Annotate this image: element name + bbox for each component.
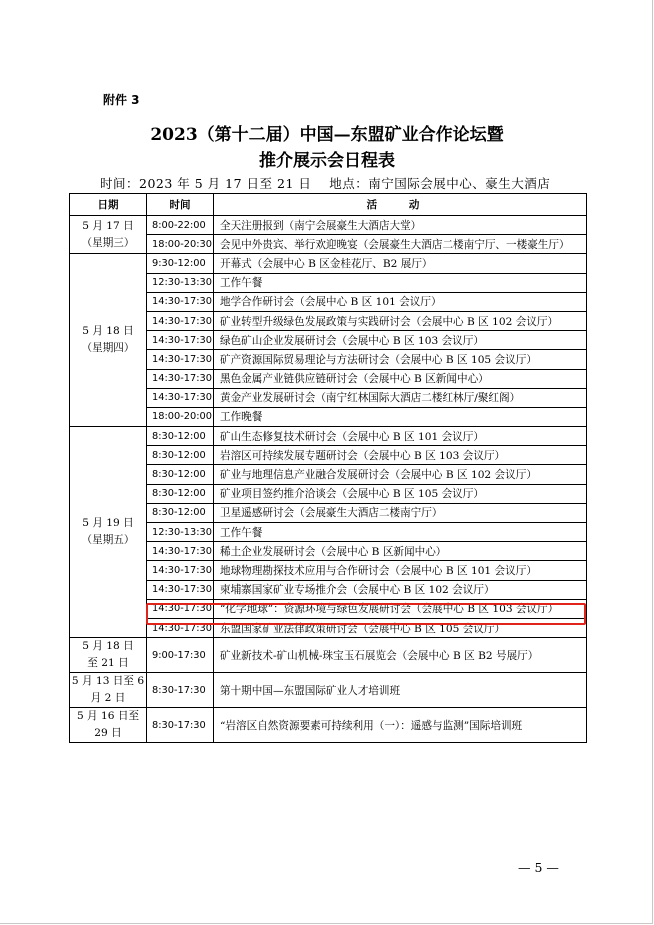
table-row (70, 465, 587, 484)
table-row (70, 273, 587, 292)
time-cell: 8:30-17:30 (147, 673, 214, 708)
table-header-row (70, 194, 587, 216)
table-row (70, 427, 587, 446)
table-row (70, 673, 587, 708)
table-row (70, 708, 587, 743)
time-cell: 14:30-17:30 (147, 599, 214, 618)
activity-cell: 会见中外贵宾、举行欢迎晚宴（会展豪生大酒店二楼南宁厅、一楼豪生厅） (214, 235, 587, 254)
activity-cell: 绿色矿山企业发展研讨会（会展中心 B 区 103 会议厅） (214, 331, 587, 350)
table-row (70, 523, 587, 542)
time-cell: 9:30-12:00 (147, 254, 214, 273)
attachment-label: 附件 3 (103, 93, 140, 107)
time-cell: 14:30-17:30 (147, 542, 214, 561)
schedule-table (69, 193, 587, 743)
activity-cell: 矿业转型升级绿色发展政策与实践研讨会（会展中心 B 区 102 会议厅） (214, 311, 587, 330)
table-row (70, 369, 587, 388)
time-cell: 14:30-17:30 (147, 369, 214, 388)
table-row (70, 618, 587, 637)
time-cell: 9:00-17:30 (147, 638, 214, 673)
time-cell: 8:00-22:00 (147, 216, 214, 235)
time-cell: 14:30-17:30 (147, 350, 214, 369)
header-date: 日期 (70, 194, 147, 216)
time-cell: 8:30-12:00 (147, 427, 214, 446)
table-row (70, 599, 587, 618)
time-cell: 14:30-17:30 (147, 311, 214, 330)
activity-cell: “化学地球”：资源环境与绿色发展研讨会（会展中心 B 区 103 会议厅） (214, 599, 587, 618)
time-cell: 8:30-12:00 (147, 503, 214, 522)
date-cell: 5 月 18 日 至 21 日 (70, 638, 147, 673)
activity-cell: 矿山生态修复技术研讨会（会展中心 B 区 101 会议厅） (214, 427, 587, 446)
activity-cell: 黑色金属产业链供应链研讨会（会展中心 B 区新闻中心） (214, 369, 587, 388)
activity-cell: 地学合作研讨会（会展中心 B 区 101 会议厅） (214, 292, 587, 311)
date-cell: 5 月 19 日 （星期五） (70, 427, 147, 638)
time-cell: 14:30-17:30 (147, 388, 214, 407)
table-row (70, 311, 587, 330)
activity-cell: 第十期中国—东盟国际矿业人才培训班 (214, 673, 587, 708)
activity-cell: 卫星遥感研讨会（会展豪生大酒店二楼南宁厅） (214, 503, 587, 522)
time-cell: 18:00-20:30 (147, 235, 214, 254)
time-cell: 14:30-17:30 (147, 561, 214, 580)
page-number: — 5 — (518, 860, 559, 875)
table-row (70, 216, 587, 235)
activity-cell: 开幕式（会展中心 B 区金桂花厅、B2 展厅） (214, 254, 587, 273)
activity-cell: 矿业与地理信息产业融合发展研讨会（会展中心 B 区 102 会议厅） (214, 465, 587, 484)
date-cell: 5 月 17 日 （星期三） (70, 216, 147, 254)
table-row (70, 503, 587, 522)
activity-cell: 黄金产业发展研讨会（南宁红林国际大酒店二楼红林厅/聚红阁） (214, 388, 587, 407)
time-cell: 14:30-17:30 (147, 580, 214, 599)
activity-cell: 工作晚餐 (214, 407, 587, 426)
activity-cell: 全天注册报到（南宁会展豪生大酒店大堂） (214, 216, 587, 235)
activity-cell: “岩溶区自然资源要素可持续利用（一）：遥感与监测”国际培训班 (214, 708, 587, 743)
activity-cell: 矿产资源国际贸易理论与方法研讨会（会展中心 B 区 105 会议厅） (214, 350, 587, 369)
activity-cell: 矿业新技术-矿山机械-珠宝玉石展览会（会展中心 B 区 B2 号展厅） (214, 638, 587, 673)
page-title-line2: 推介展示会日程表 (259, 151, 395, 171)
activity-cell: 柬埔寨国家矿业专场推介会（会展中心 B 区 102 会议厅） (214, 580, 587, 599)
time-cell: 14:30-17:30 (147, 292, 214, 311)
time-cell: 14:30-17:30 (147, 618, 214, 637)
table-row (70, 292, 587, 311)
time-cell: 8:30-12:00 (147, 446, 214, 465)
table-row (70, 388, 587, 407)
time-cell: 8:30-17:30 (147, 708, 214, 743)
time-cell: 18:00-20:00 (147, 407, 214, 426)
activity-cell: 矿业项目签约推介洽谈会（会展中心 B 区 105 会议厅） (214, 484, 587, 503)
table-row (70, 580, 587, 599)
time-cell: 14:30-17:30 (147, 331, 214, 350)
activity-cell: 岩溶区可持续发展专题研讨会（会展中心 B 区 103 会议厅） (214, 446, 587, 465)
page-title-line1: 2023（第十二届）中国—东盟矿业合作论坛暨 (150, 125, 504, 145)
table-row (70, 254, 587, 273)
header-time: 时间 (147, 194, 214, 216)
date-cell: 5 月 16 日至 29 日 (70, 708, 147, 743)
table-row (70, 407, 587, 426)
table-row (70, 350, 587, 369)
activity-cell: 东盟国家矿业法律政策研讨会（会展中心 B 区 105 会议厅） (214, 618, 587, 637)
table-row (70, 331, 587, 350)
activity-cell: 工作午餐 (214, 523, 587, 542)
activity-cell: 地球物理勘探技术应用与合作研讨会（会展中心 B 区 101 会议厅） (214, 561, 587, 580)
date-cell: 5 月 13 日至 6 月 2 日 (70, 673, 147, 708)
activity-cell: 工作午餐 (214, 273, 587, 292)
table-row (70, 446, 587, 465)
time-cell: 8:30-12:00 (147, 484, 214, 503)
table-row (70, 638, 587, 673)
time-cell: 8:30-12:00 (147, 465, 214, 484)
table-row (70, 484, 587, 503)
table-row (70, 542, 587, 561)
date-cell: 5 月 18 日 （星期四） (70, 254, 147, 427)
table-row (70, 561, 587, 580)
header-activity: 活 动 (214, 194, 587, 216)
time-location-line: 时间：2023 年 5 月 17 日至 21 日 地点：南宁国际会展中心、豪生大酒店 (100, 176, 551, 191)
activity-cell: 稀土企业发展研讨会（会展中心 B 区新闻中心） (214, 542, 587, 561)
schedule-body (70, 216, 587, 743)
time-cell: 12:30-13:30 (147, 273, 214, 292)
table-row (70, 235, 587, 254)
time-cell: 12:30-13:30 (147, 523, 214, 542)
